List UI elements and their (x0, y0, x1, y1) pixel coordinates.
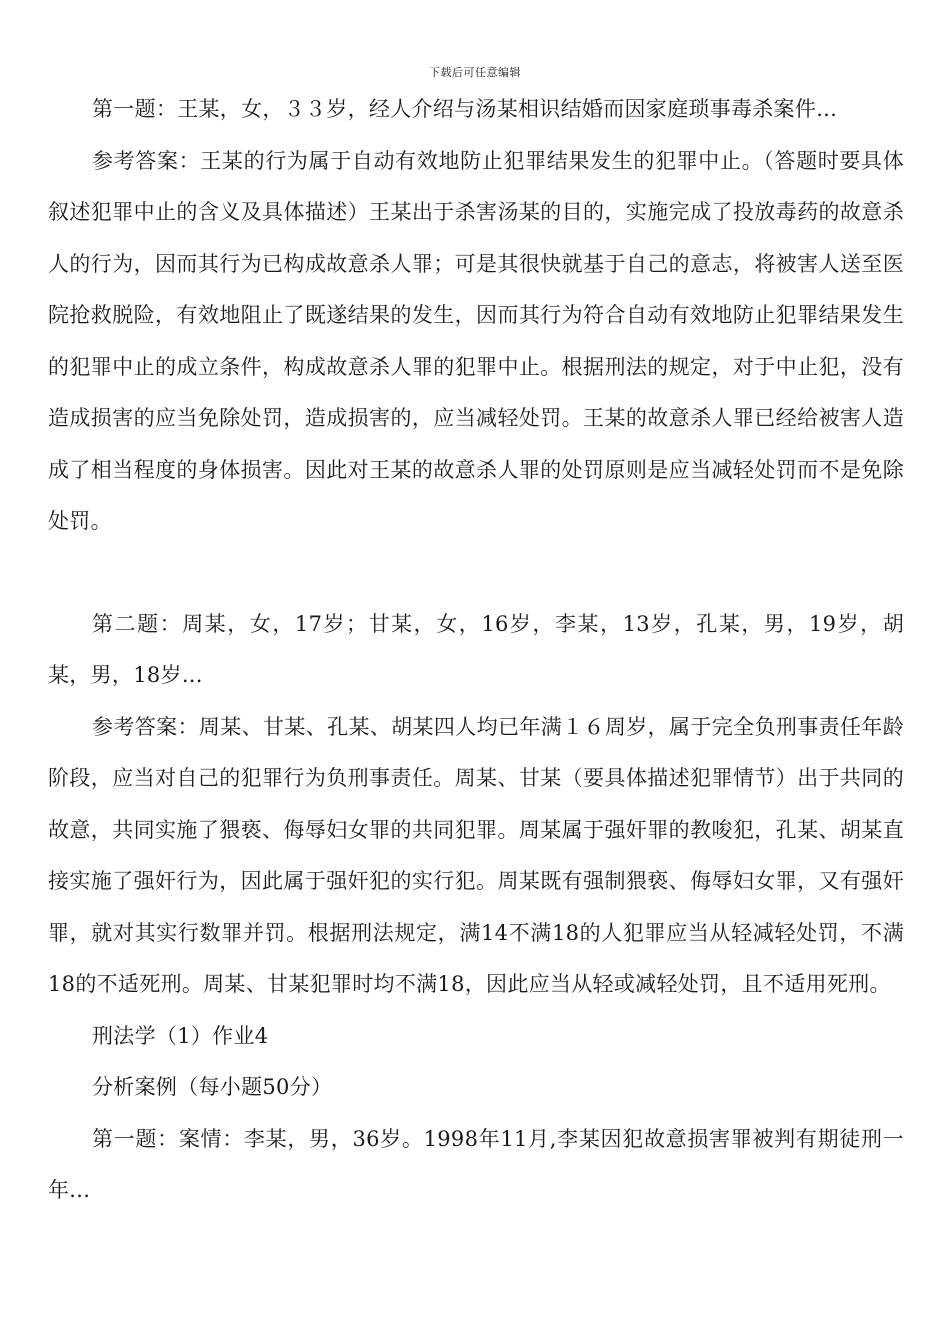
question-2-case: 第二题：周某，女，17岁；甘某，女，16岁，李某，13岁，孔某，男，19岁，胡某，男，18岁... (48, 611, 904, 687)
page-header-note: 下载后可任意编辑 (429, 66, 521, 79)
question-1-case: 第一题：王某，女，３３岁，经人介绍与汤某相识结婚而因家庭琐事毒杀案件... (92, 97, 838, 121)
question-3-case: 第一题：案情：李某，男，36岁。1998年11月,李某因犯故意损害罪被判有期徒刑一年... (48, 1126, 904, 1202)
question-2-answer: 参考答案：周某、甘某、孔某、胡某四人均已年满１６周岁，属于完全负刑事责任年龄阶段，应当对自己的犯罪行为负刑事责任。周某、甘某（要具体描述犯罪情节）出于共同的故意，共同实施了猥亵、侮辱妇女罪的共同犯罪。周某属于强奸罪的教唆犯，孔某、胡某直接实施了强奸行为，因此属于强奸犯的实行犯。周某既有强制猥亵、侮辱妇女罪，又有强奸罪，就对其实行数罪并罚。根据刑法规定，满14不满18的人犯罪应当从轻减轻处罚，不满18的不适死刑。周某、甘某犯罪时均不满18，因此应当从轻或减轻处罚，且不适用死刑。 (48, 714, 904, 996)
question-1-answer: 参考答案：王某的行为属于自动有效地防止犯罪结果发生的犯罪中止。（答题时要具体叙述犯罪中止的含义及具体描述）王某出于杀害汤某的目的，实施完成了投放毒药的故意杀人的行为，因而其行为已构成故意杀人罪；可是其很快就基于自己的意志，将被害人送至医院抢救脱险，有效地阻止了既遂结果的发生，因而其行为符合自动有效地防止犯罪结果发生的犯罪中止的成立条件，构成故意杀人罪的犯罪中止。根据刑法的规定，对于中止犯，没有造成损害的应当免除处罚，造成损害的，应当减轻处罚。王某的故意杀人罪已经给被害人造成了相当程度的身体损害。因此对王某的故意杀人罪的处罚原则是应当减轻处罚而不是免除处罚。 (48, 148, 904, 533)
paragraph-gap (48, 548, 904, 599)
assignment-title: 刑法学（1）作业4 (92, 1023, 269, 1048)
document-body (48, 84, 904, 1217)
section-heading: 分析案例（每小题50分） (92, 1075, 333, 1099)
